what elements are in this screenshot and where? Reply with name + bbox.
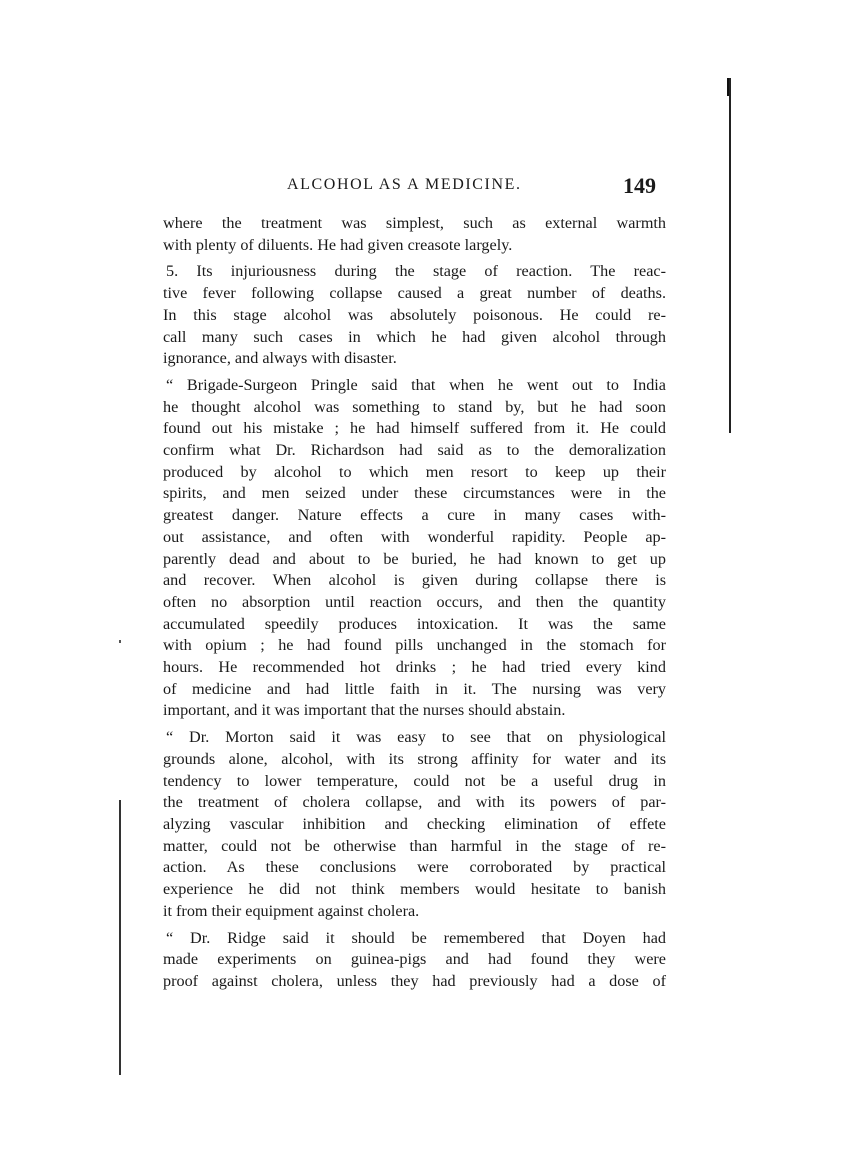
text-line: proof against cholera, unless they had previously had a dose of bbox=[163, 971, 666, 990]
text-line: ignorance, and always with disaster. bbox=[163, 349, 397, 368]
text-line: of medicine and had little faith in it. The nursing was very bbox=[163, 679, 666, 698]
text-line: produced by alcohol to which men resort to keep up their bbox=[163, 462, 666, 481]
text-line: 5. Its injuriousness during the stage of reaction. The reac- bbox=[166, 262, 666, 281]
text-line: hours. He recommended hot drinks ; he had tried every kind bbox=[163, 658, 666, 677]
text-line: it from their equipment against cholera. bbox=[163, 901, 420, 920]
text-line: parently dead and about to be buried, he had known to get up bbox=[163, 549, 666, 568]
text-line: spirits, and men seized under these circumstances were in the bbox=[163, 484, 666, 503]
text-line: “ Dr. Morton said it was easy to see that on physiological bbox=[166, 728, 666, 747]
text-line: greatest danger. Nature effects a cure in many cases with- bbox=[163, 506, 666, 525]
text-line: tive fever following collapse caused a great number of deaths. bbox=[163, 284, 666, 303]
text-line: grounds alone, alcohol, with its strong affinity for water and its bbox=[163, 749, 666, 768]
text-line: with opium ; he had found pills unchanged in the stomach for bbox=[163, 636, 666, 655]
text-line: and recover. When alcohol is given during collapse there is bbox=[163, 571, 666, 590]
text-line: he thought alcohol was something to stand by, but he had soon bbox=[163, 397, 666, 416]
text-line: action. As these conclusions were corroborated by practical bbox=[163, 858, 666, 877]
text-line: where the treatment was simplest, such as external warmth bbox=[163, 214, 666, 232]
margin-rule-left bbox=[119, 800, 121, 1075]
text-line: “ Dr. Ridge said it should be remembered that Doyen had bbox=[166, 928, 666, 947]
margin-mark bbox=[119, 640, 121, 643]
text-line: out assistance, and often with wonderful rapidity. People ap- bbox=[163, 527, 666, 546]
text-line: “ Brigade-Surgeon Pringle said that when he went out to India bbox=[166, 375, 666, 394]
text-line: accumulated speedily produces intoxication. It was the same bbox=[163, 614, 666, 633]
text-line: tendency to lower temperature, could not be a useful drug in bbox=[163, 771, 666, 790]
text-line: confirm what Dr. Richardson had said as to the demoralization bbox=[163, 441, 666, 460]
text-line: alyzing vascular inhibition and checking elimination of effete bbox=[163, 814, 666, 833]
text-line: with plenty of diluents. He had given creasote largely. bbox=[163, 235, 513, 254]
text-line: made experiments on guinea-pigs and had found they were bbox=[163, 950, 666, 969]
text-line: important, and it was important that the nurses should abstain. bbox=[163, 701, 566, 720]
text-line: the treatment of cholera collapse, and with its powers of par- bbox=[163, 793, 666, 812]
text-line: often no absorption until reaction occurs, and then the quantity bbox=[163, 592, 666, 611]
body-text bbox=[163, 213, 666, 993]
running-title: ALCOHOL AS A MEDICINE. bbox=[287, 176, 522, 193]
page-number: 149 bbox=[623, 173, 656, 198]
margin-rule-right bbox=[729, 78, 731, 433]
text-line: matter, could not be otherwise than harmful in the stage of re- bbox=[163, 836, 666, 855]
text-line: call many such cases in which he had given alcohol through bbox=[163, 327, 666, 346]
page-header bbox=[163, 173, 668, 204]
text-line: found out his mistake ; he had himself suffered from it. He could bbox=[163, 419, 666, 438]
text-line: In this stage alcohol was absolutely poisonous. He could re- bbox=[163, 305, 666, 324]
text-line: experience he did not think members would hesitate to banish bbox=[163, 880, 666, 899]
